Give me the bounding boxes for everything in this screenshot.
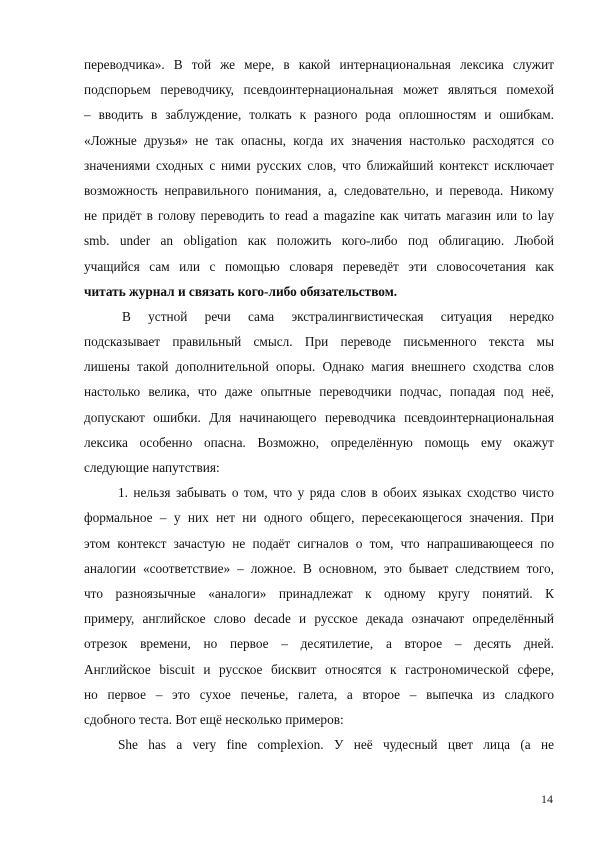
text-line: этом контекст зачастую не подаёт сигналов о том, что напрашивающееся по [84,535,554,551]
text-line: переводчика». В той же мере, в какой интернациональная лексика служит [84,57,554,72]
text-line: формальное – у них нет ни одного общего, пересекающегося значения. При [84,510,554,526]
text-line: Английское biscuit и русское бисквит относятся к гастрономической сфере, [84,661,554,677]
text-line: подспорьем переводчику, псевдоинтернациональная может являться помехой [84,82,554,98]
text-line: 1. нельзя забывать о том, что у ряда слов в обоих языках сходство чисто [118,485,554,501]
text-line: но первое – это сухое печенье, галета, а второе – выпечка из сладкого [84,686,554,702]
text-line: отрезок времени, но первое – десятилетие, а второе – десять дней. [84,636,554,652]
text-line: допускают ошибки. Для начинающего переводчика псевдоинтернациональная [84,409,554,425]
body-text [84,52,554,757]
text-line: следующие напутствия: [84,460,220,475]
text-line: примеру, английское слово decade и русское декада означают определённый [84,611,554,627]
text-line: подсказывает правильный смысл. При переводе письменного текста мы [84,334,554,350]
text-line: лексика особенно опасна. Возможно, определённую помощь ему окажут [84,434,554,450]
text-line: В устной речи сама экстралингвистическая ситуация нередко [122,308,554,324]
text-line: She has a very fine complexion. У неё чудесный цвет лица (а не [118,737,554,753]
text-line: сдобного теста. Вот ещё несколько примеров: [84,711,344,727]
text-line: значениями сходных с ними русских слов, что ближайший контекст исключает [84,157,554,173]
page-number: 14 [541,792,553,806]
text-line: что разноязычные «аналоги» принадлежат к одному кругу понятий. К [84,585,554,601]
text-line: smb. under an obligation как положить кого-либо под облигацию. Любой [84,233,554,249]
text-line: аналогии «соответствие» – ложное. В основном, это бывает следствием того, [84,560,554,576]
text-line: – вводить в заблуждение, толкать к разного рода оплошностям и ошибкам. [84,107,554,123]
text-line: «Ложные друзья» не так опасны, когда их значения настолько расходятся со [84,132,554,148]
text-line: настолько велика, что даже опытные переводчики подчас, попадая под неё, [84,384,554,400]
text-line: возможность неправильного понимания, а, следовательно, и перевода. Никому [84,182,554,198]
text-line: учащийся сам или с помощью словаря переведёт эти словосочетания как [84,258,554,274]
text-line: не придёт в голову переводить to read a magazine как читать магазин или to lay [84,208,554,224]
text-line: лишены такой дополнительной опоры. Однако магия внешнего сходства слов [84,359,554,375]
text-line: читать журнал и связать кого-либо обязательством. [84,283,398,299]
